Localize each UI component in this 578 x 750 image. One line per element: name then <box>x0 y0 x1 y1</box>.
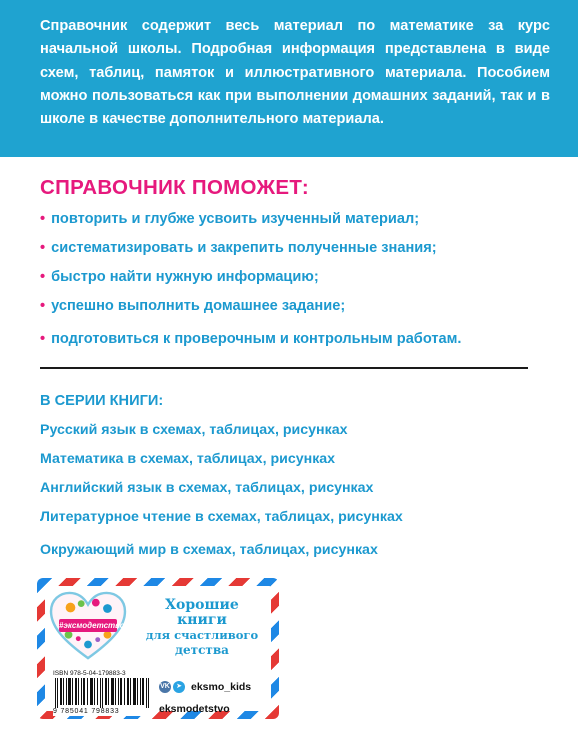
social-row-vk-tg <box>159 680 251 694</box>
social-handle[interactable]: eksmo_kids <box>191 681 252 693</box>
helps-item-text: быстро найти нужную информацию; <box>51 269 319 285</box>
series-book-title: Английский язык в схемах, таблицах, рисунках <box>40 480 374 496</box>
hashtag-label: #эксмодетство <box>59 621 125 630</box>
envelope-inner <box>45 586 271 715</box>
series-title: В СЕРИИ КНИГИ: <box>40 393 164 409</box>
telegram-icon[interactable]: ➤ <box>173 681 185 693</box>
helps-item <box>40 206 550 235</box>
helps-item-text: повторить и глубже усвоить изученный материал; <box>51 211 420 227</box>
isbn-label: ISBN 978-5-04-179883-3 <box>53 670 126 677</box>
bullet-dot: • <box>40 240 46 256</box>
helps-title: СПРАВОЧНИК ПОМОЖЕТ: <box>40 176 310 199</box>
barcode-number: 9 785041 798833 <box>53 708 120 715</box>
helps-item <box>40 326 550 355</box>
social-row-2 <box>159 702 251 716</box>
series-list <box>40 417 403 566</box>
series-book-title: Математика в схемах, таблицах, рисунках <box>40 451 336 467</box>
slogan-line: Хорошие <box>165 597 239 613</box>
helps-item-text: систематизировать и закрепить полученные знания; <box>51 240 437 256</box>
helps-item <box>40 293 550 322</box>
social-links <box>159 680 251 716</box>
intro-paragraph: Справочник содержит весь материал по математике за курс начальной школы. Подробная информация представлена в виде схем, таблиц, памяток и иллюстративного материала. Пособием можно пользоваться как при выполнении домашних заданий, так и в школе в качестве дополнительного материала. <box>40 18 550 128</box>
top-info-band <box>0 0 578 157</box>
barcode-icon <box>53 678 154 708</box>
slogan <box>137 598 267 658</box>
slogan-line: для счастливого <box>145 628 259 642</box>
slogan-line: детства <box>175 643 229 657</box>
helps-item <box>40 235 550 264</box>
helps-list <box>40 206 550 355</box>
helps-item-text: успешно выполнить домашнее задание; <box>51 298 346 314</box>
bullet-dot: • <box>40 211 46 227</box>
section-divider <box>40 367 528 369</box>
series-book-title: Русский язык в схемах, таблицах, рисунках <box>40 422 348 438</box>
series-book-title: Окружающий мир в схемах, таблицах, рисунках <box>40 542 378 558</box>
helps-item-text: подготовиться к проверочным и контрольным работам. <box>51 331 462 347</box>
social-handle[interactable]: eksmodetstvo <box>159 703 230 715</box>
series-book-title: Литературное чтение в схемах, таблицах, рисунках <box>40 509 403 525</box>
heart-logo <box>49 590 127 662</box>
vk-icon[interactable]: VK <box>159 681 171 693</box>
bullet-dot: • <box>40 269 46 285</box>
helps-item <box>40 264 550 293</box>
slogan-line: книги <box>177 612 227 628</box>
airmail-envelope <box>37 578 279 719</box>
bullet-dot: • <box>40 331 46 347</box>
barcode-box <box>53 670 154 716</box>
bullet-dot: • <box>40 298 46 314</box>
